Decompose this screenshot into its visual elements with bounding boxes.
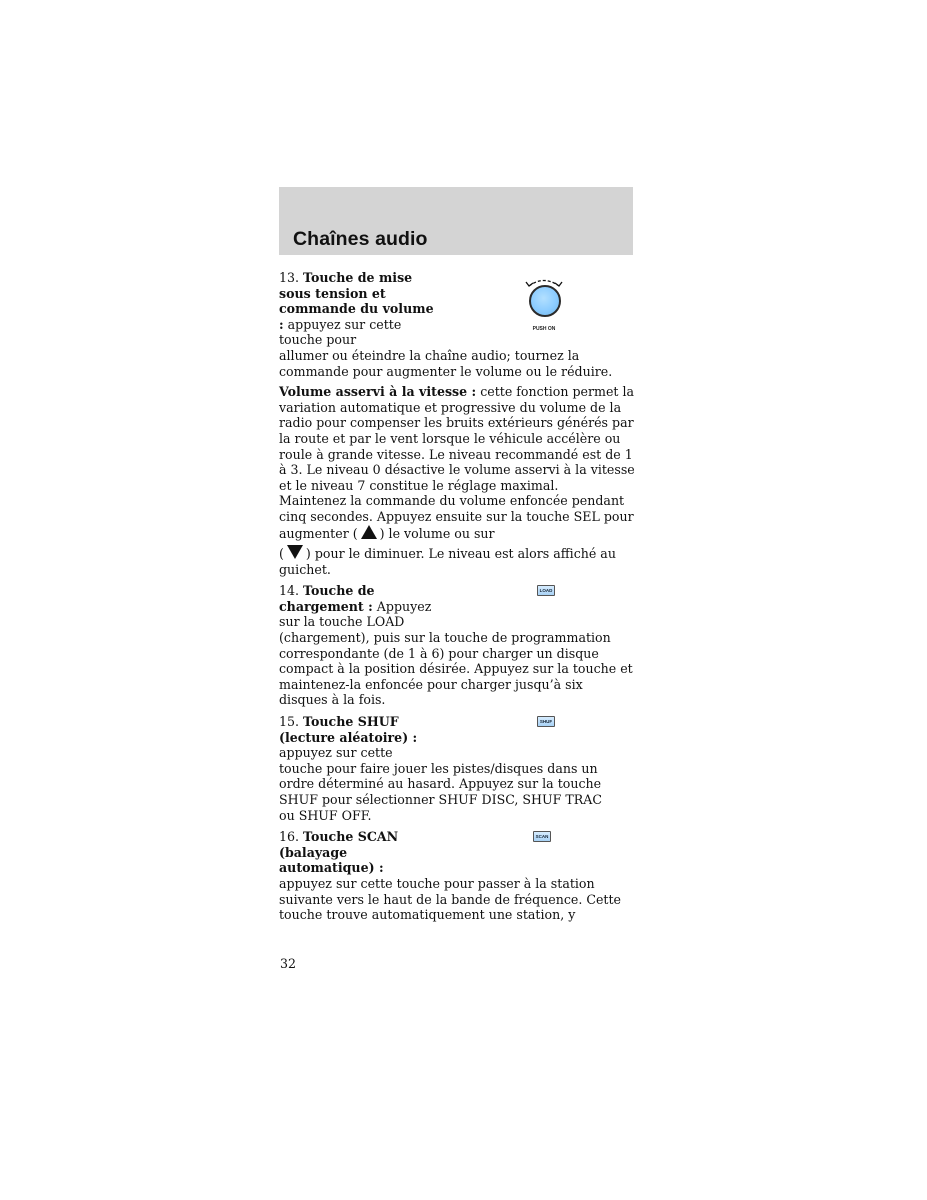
item-14-body: (chargement), puis sur la touche de programmation correspondante (de 1 à 6) pour charger un disque compact à la position désirée. Appuyez sur la touche et maintenez-la enfoncée pour charger jusqu’à six disques à la fois. (279, 630, 633, 708)
item-13-intro (279, 270, 439, 348)
instr-part-1: Maintenez la commande du volume enfoncée pendant cinq secondes. Appuyez ensuite sur la touche SEL pour augmenter ( (279, 493, 634, 541)
item-16-body: appuyez sur cette touche pour passer à la station suivante vers le haut de la bande de fréquence. Cette touche trouve automatiquement une station, y (279, 875, 622, 923)
down-triangle-icon (287, 545, 303, 559)
knob-face (529, 285, 561, 317)
instr-part-2: ) le volume ou sur (379, 525, 495, 541)
item-number: 14. (279, 583, 300, 599)
speed-volume-section (279, 384, 635, 577)
item-15-intro (279, 714, 439, 761)
scan-button-icon: SCAN (533, 831, 551, 842)
push-on-label: PUSH ON (532, 326, 556, 332)
item-number: 13. (279, 270, 300, 285)
item-16-scan (279, 829, 635, 923)
item-13-power-volume (279, 270, 635, 379)
volume-knob-icon (523, 274, 571, 330)
item-15-shuffle (279, 714, 635, 823)
up-triangle-icon (361, 525, 377, 539)
section-title: Chaînes audio (293, 228, 428, 250)
section-header (279, 187, 633, 255)
item-number: 16. (279, 829, 300, 845)
item-14-load (279, 583, 635, 708)
item-lead-text: appuyez sur cette (279, 745, 393, 761)
item-heading: Touche SHUF (lecture aléatoire) : (279, 714, 418, 745)
load-button-icon: LOAD (537, 585, 555, 596)
instr-part-3: ( (279, 546, 284, 562)
instr-part-4: ) pour le diminuer. Le niveau est alors affiché au guichet. (279, 546, 616, 577)
item-number: 15. (279, 714, 300, 730)
speed-volume-para (279, 384, 635, 493)
item-heading: Touche de mise sous tension et commande du volume : (279, 270, 434, 332)
item-heading: Touche SCAN (balayage automatique) : (279, 829, 399, 876)
page-content (279, 270, 635, 923)
speed-volume-heading: Volume asservi à la vitesse : (279, 384, 477, 400)
item-15-body: touche pour faire jouer les pistes/disques dans un ordre déterminé au hasard. Appuyez sur la touche SHUF pour sélectionner SHUF DISC, SHUF TRAC ou SHUF OFF. (279, 760, 602, 823)
shuf-button-icon: SHUF (537, 716, 555, 727)
item-13-body: allumer ou éteindre la chaîne audio; tournez la commande pour augmenter le volume ou le réduire. (279, 347, 613, 379)
item-lead-text: Appuyez sur la touche LOAD (279, 598, 432, 630)
item-16-intro (279, 829, 409, 876)
speed-volume-instructions (279, 493, 635, 577)
speed-volume-text: cette fonction permet la variation automatique et progressive du volume de la radio pour compenser les bruits extérieurs générés par la route et par le vent lorsque le véhicule accélère ou roule à grande vitesse. Le niveau recommandé est de 1 à 3. Le niveau 0 désactive le volume asservi à la vitesse et le niveau 7 constitue le réglage maximal. (279, 384, 635, 493)
instr-line (279, 545, 635, 577)
page-number: 32 (280, 956, 297, 971)
item-heading: Touche de chargement : (279, 583, 375, 614)
item-14-intro (279, 583, 439, 630)
item-lead-text: appuyez sur cette touche pour (279, 316, 402, 348)
